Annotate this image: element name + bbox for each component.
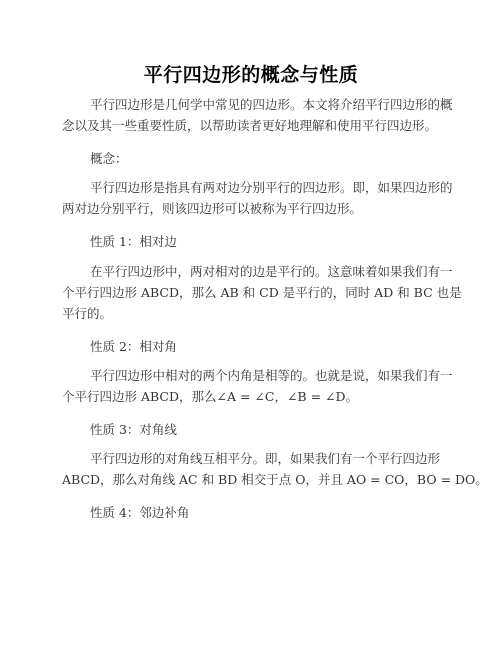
property4-heading: 性质 4：邻边补角 [90,505,190,520]
intro-line-1: 平行四边形是几何学中常见的四边形。本文将介绍平行四边形的概 [90,97,453,112]
property3-line-1: 平行四边形的对角线互相平分。即，如果我们有一个平行四边形 [90,451,441,466]
concept-line-1: 平行四边形是指具有两对边分别平行的四边形。即，如果四边形的 [90,180,453,195]
intro-paragraph [62,94,462,136]
concept-paragraph [62,177,462,219]
intro-line-2: 念以及其一些重要性质，以帮助读者更好地理解和使用平行四边形。 [62,118,438,133]
concept-heading: 概念： [90,151,128,166]
property3-paragraph [62,448,488,490]
property3-line-2: ABCD，那么对角线 AC 和 BD 相交于点 O，并且 AO = CO，BO = DO。 [62,472,488,487]
property2-line-2: 个平行四边形 ABCD，那么∠A = ∠C，∠B = ∠D。 [62,389,359,404]
property2-heading: 性质 2：相对角 [90,339,177,354]
property1-paragraph [62,261,462,324]
property3-heading: 性质 3：对角线 [90,422,177,437]
property1-line-3: 平行的。 [62,306,113,321]
property2-paragraph [62,365,462,407]
property1-line-1: 在平行四边形中，两对相对的边是平行的。这意味着如果我们有一 [90,264,453,279]
concept-line-2: 两对边分别平行，则该四边形可以被称为平行四边形。 [62,201,363,216]
property2-line-1: 平行四边形中相对的两个内角是相等的。也就是说，如果我们有一 [90,368,453,383]
property1-line-2: 个平行四边形 ABCD，那么 AB 和 CD 是平行的，同时 AD 和 BC 也是 [62,285,462,300]
property1-heading: 性质 1：相对边 [90,234,177,249]
document-title: 平行四边形的概念与性质 [143,64,359,86]
